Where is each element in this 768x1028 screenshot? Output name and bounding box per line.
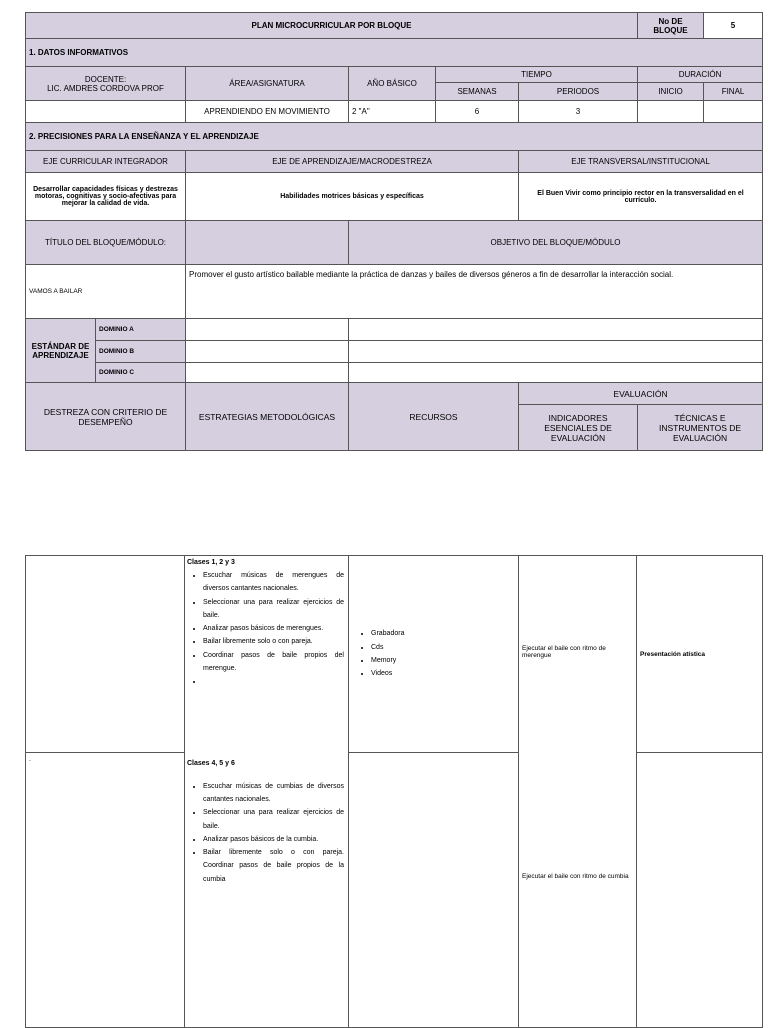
resources-cell-2 bbox=[349, 753, 519, 1028]
titulo-bloque-spacer bbox=[186, 221, 349, 265]
area-header: ÁREA/ASIGNATURA bbox=[186, 67, 349, 101]
final-header: FINAL bbox=[704, 83, 763, 101]
dominio-a-cell-1 bbox=[186, 319, 349, 341]
evaluacion-header: EVALUACIÓN bbox=[519, 383, 763, 405]
list-item: • Videos bbox=[371, 667, 518, 680]
section-1-title: 1. DATOS INFORMATIVOS bbox=[26, 39, 763, 67]
indicadores-header: INDICADORES ESENCIALES DE EVALUACIÓN bbox=[519, 405, 638, 451]
list-item: • Analizar pasos básicos de la cumbia. bbox=[203, 833, 348, 846]
indicators-cell bbox=[519, 556, 637, 1028]
block2-strategy-list bbox=[185, 780, 348, 886]
list-item: • Cds bbox=[371, 641, 518, 654]
plan-header-table bbox=[25, 12, 763, 451]
eje-curricular-text: Desarrollar capacidades físicas y destrezas motoras, cognitivas y socio-afectivas para mejorar la calidad de vida. bbox=[26, 173, 186, 221]
area-value: APRENDIENDO EN MOVIMIENTO bbox=[186, 101, 349, 123]
eje-aprendizaje-text: Habilidades motrices básicas y específicas bbox=[186, 173, 519, 221]
list-item: • Escuchar músicas de merengues de diversos cantantes nacionales. bbox=[203, 569, 348, 596]
semanas-value: 6 bbox=[436, 101, 519, 123]
dominio-a-label: DOMINIO A bbox=[96, 319, 186, 341]
dominio-a-cell-2 bbox=[349, 319, 763, 341]
list-item: • Memory bbox=[371, 654, 518, 667]
list-item: • Grabadora bbox=[371, 627, 518, 640]
docente-name: LIC. AMDRES CORDOVA PROF bbox=[47, 83, 164, 93]
dominio-c-cell-1 bbox=[186, 363, 349, 383]
objetivo-bloque-value: Promover el gusto artístico bailable mediante la práctica de danzas y bailes de diversos géneros a fin de desarrollar la interacción social. bbox=[186, 265, 763, 319]
resources-list bbox=[349, 627, 518, 680]
eje-transversal-text: El Buen Vivir como principio rector en la transversalidad en el currículo. bbox=[519, 173, 763, 221]
block1-heading: Clases 1, 2 y 3 bbox=[187, 559, 235, 566]
block1-indicator: Ejecutar el baile con ritmo de merengue bbox=[522, 645, 606, 659]
titulo-bloque-header: TÍTULO DEL BLOQUE/MÓDULO: bbox=[26, 221, 186, 265]
block1-strategy-list bbox=[185, 569, 348, 689]
recursos-header: RECURSOS bbox=[349, 383, 519, 451]
block2-left-mark: . bbox=[29, 756, 31, 763]
semanas-header: SEMANAS bbox=[436, 83, 519, 101]
final-value bbox=[704, 101, 763, 123]
anio-header: AÑO BÁSICO bbox=[349, 67, 436, 101]
eje-aprendizaje-header: EJE DE APRENDIZAJE/MACRODESTREZA bbox=[186, 151, 519, 173]
technique-cell-1 bbox=[637, 556, 763, 753]
periodos-header: PERIODOS bbox=[519, 83, 638, 101]
list-item: • Coordinar pasos de baile propios del merengue. bbox=[203, 649, 348, 676]
detail-form bbox=[25, 555, 762, 1028]
block2-heading: Clases 4, 5 y 6 bbox=[187, 759, 235, 767]
objetivo-bloque-header: OBJETIVO DEL BLOQUE/MÓDULO bbox=[349, 221, 763, 265]
anio-value: 2 "A" bbox=[349, 101, 436, 123]
dominio-c-label: DOMINIO C bbox=[96, 363, 186, 383]
bloque-number: 5 bbox=[704, 13, 763, 39]
detail-table bbox=[25, 555, 763, 1028]
inicio-header: INICIO bbox=[638, 83, 704, 101]
bloque-label: No DE BLOQUE bbox=[638, 13, 704, 39]
list-item: • Seleccionar una para realizar ejercicios de baile. bbox=[203, 596, 348, 623]
eje-transversal-header: EJE TRANSVERSAL/INSTITUCIONAL bbox=[519, 151, 763, 173]
technique-cell-2 bbox=[637, 753, 763, 1028]
docente-value bbox=[26, 101, 186, 123]
list-item bbox=[203, 675, 348, 688]
block1-technique: Presentación atística bbox=[640, 650, 706, 658]
plan-form bbox=[25, 12, 762, 451]
list-item: • Analizar pasos básicos de merengues. bbox=[203, 622, 348, 635]
dominio-b-label: DOMINIO B bbox=[96, 341, 186, 363]
tiempo-header: TIEMPO bbox=[436, 67, 638, 83]
dominio-b-cell-2 bbox=[349, 341, 763, 363]
estrategias-header: ESTRATEGIAS METODOLÓGICAS bbox=[186, 383, 349, 451]
destreza-cell-1 bbox=[26, 556, 185, 753]
tecnicas-header: TÉCNICAS E INSTRUMENTOS DE EVALUACIÓN bbox=[638, 405, 763, 451]
inicio-value bbox=[638, 101, 704, 123]
list-item: • Bailar libremente solo o con pareja. bbox=[203, 635, 348, 648]
plan-title: PLAN MICROCURRICULAR POR BLOQUE bbox=[26, 13, 638, 39]
dominio-b-cell-1 bbox=[186, 341, 349, 363]
section-2-title: 2. PRECISIONES PARA LA ENSEÑANZA Y EL APRENDIZAJE bbox=[26, 123, 763, 151]
list-item: • Bailar libremente solo o con pareja. Coordinar pasos de baile propios de la cumbia bbox=[203, 846, 348, 886]
destreza-cell-2 bbox=[26, 753, 185, 1028]
block2-indicator: Ejecutar el baile con ritmo de cumbia bbox=[522, 873, 629, 880]
strategies-cell bbox=[185, 556, 349, 1028]
dominio-c-cell-2 bbox=[349, 363, 763, 383]
titulo-bloque-value: VAMOS A BAILAR bbox=[26, 265, 186, 319]
eje-curricular-header: EJE CURRICULAR INTEGRADOR bbox=[26, 151, 186, 173]
docente-header bbox=[26, 67, 186, 101]
list-item: • Seleccionar una para realizar ejercicios de baile. bbox=[203, 806, 348, 833]
duracion-header: DURACIÓN bbox=[638, 67, 763, 83]
estandar-aprendizaje-label: ESTÁNDAR DE APRENDIZAJE bbox=[26, 319, 96, 383]
destreza-header: DESTREZA CON CRITERIO DE DESEMPEÑO bbox=[26, 383, 186, 451]
resources-cell bbox=[349, 556, 519, 753]
docente-label: DOCENTE: bbox=[84, 74, 127, 84]
periodos-value: 3 bbox=[519, 101, 638, 123]
list-item: • Escuchar músicas de cumbias de diversos cantantes nacionales. bbox=[203, 780, 348, 807]
